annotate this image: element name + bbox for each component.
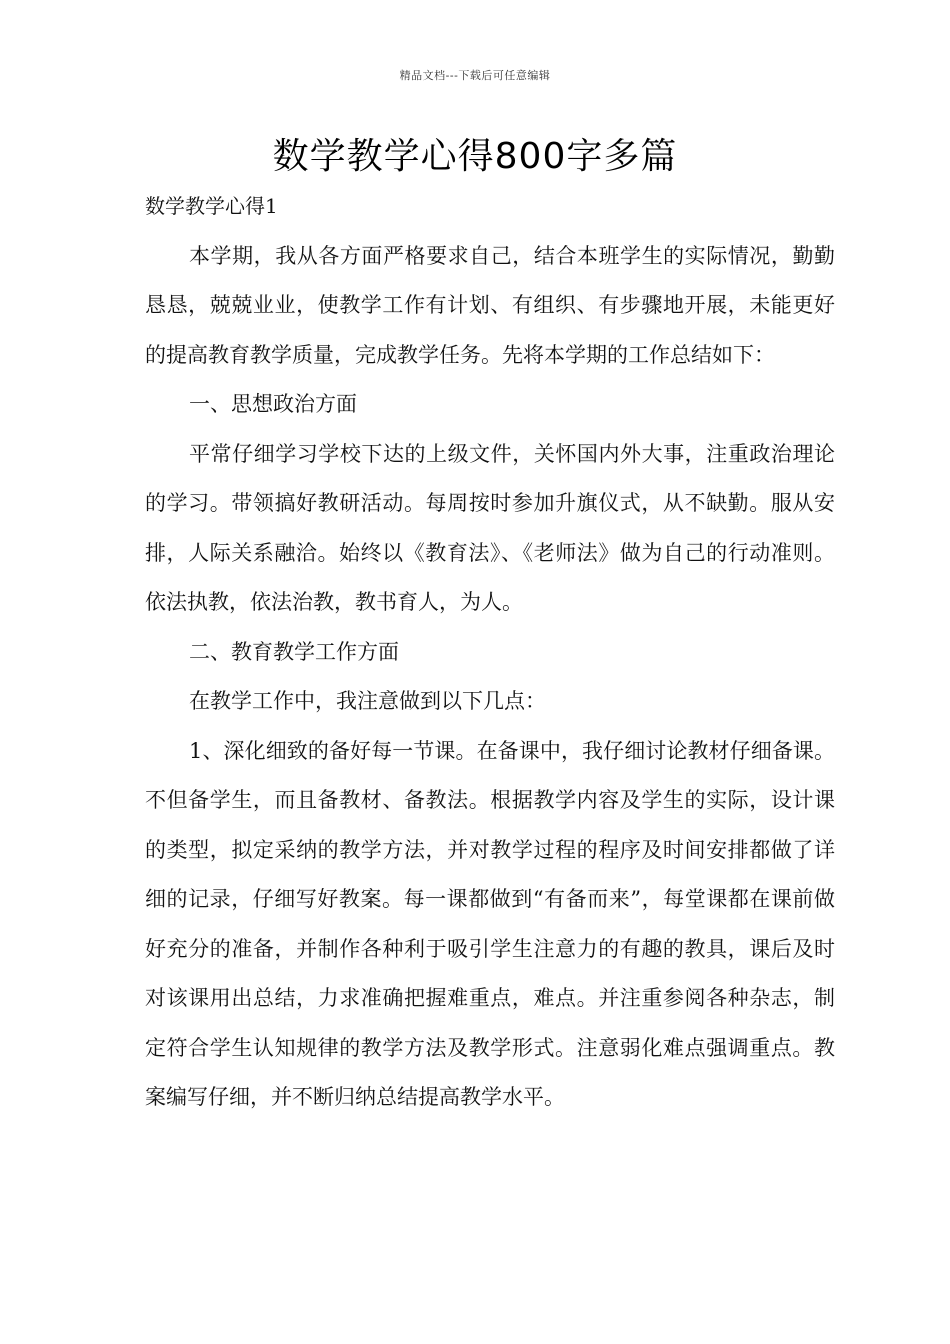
paragraph-politics: 平常仔细学习学校下达的上级文件，关怀国内外大事，注重政治理论的学习。带领搞好教研活动。每周按时参加升旗仪式，从不缺勤。服从安排，人际关系融洽。始终以《教育法》、《老师法》做为自己的行动准则。依法执教，依法治教，教书育人，为人。: [145, 441, 835, 614]
paragraph-intro: 本学期，我从各方面严格要求自己，结合本班学生的实际情况，勤勤恳恳，兢兢业业，使教学工作有计划、有组织、有步骤地开展，未能更好的提高教育教学质量，完成教学任务。先将本学期的工作总结如下：: [145, 243, 835, 367]
document-body: [145, 182, 835, 1123]
section-subtitle: 数学教学心得1: [145, 194, 278, 218]
section-heading-teaching: 二、教育教学工作方面: [189, 639, 399, 664]
header-note: 精品文档---下载后可任意编辑: [399, 69, 551, 82]
document-title: 数学教学心得800字多篇: [272, 136, 678, 177]
paragraph-point-1: 1、深化细致的备好每一节课。在备课中，我仔细讨论教材仔细备课。不但备学生，而且备教材、备教法。根据教学内容及学生的实际，设计课的类型，拟定采纳的教学方法，并对教学过程的程序及时间安排都做了详细的记录，仔细写好教案。每一课都做到“有备而来”，每堂课都在课前做好充分的准备，并制作各种利于吸引学生注意力的有趣的教具，课后及时对该课用出总结，力求准确把握难重点，难点。并注重参阅各种杂志，制定符合学生认知规律的教学方法及教学形式。注意弱化难点强调重点。教案编写仔细，并不断归纳总结提高教学水平。: [145, 738, 835, 1109]
paragraph-teaching-intro: 在教学工作中，我注意做到以下几点：: [189, 689, 546, 713]
section-heading-politics: 一、思想政治方面: [189, 392, 357, 416]
